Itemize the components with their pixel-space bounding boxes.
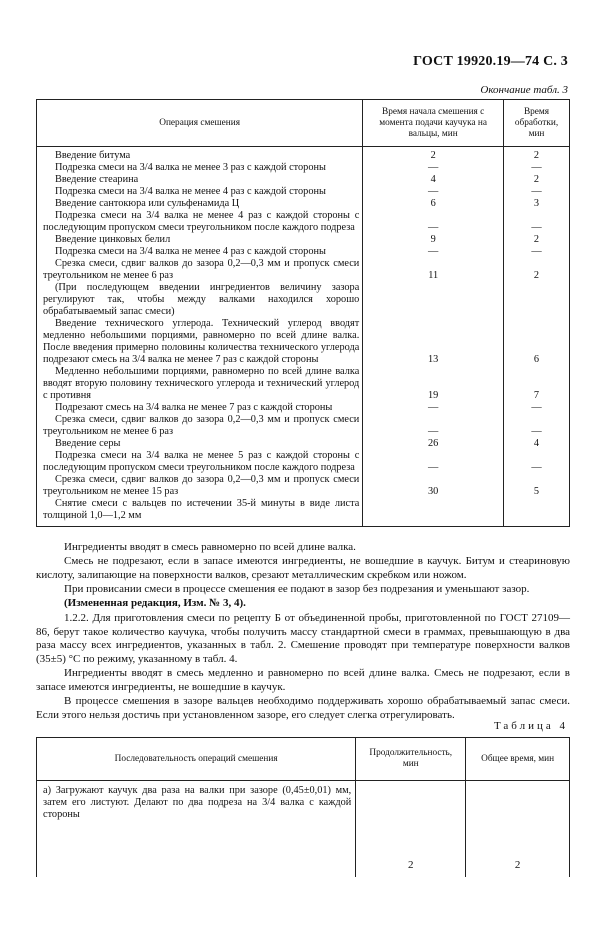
table-cell-duration: 2 <box>504 234 570 246</box>
paragraph: В процессе смешения в зазоре вальцев необходимо поддерживать хорошо обрабатываемый запас смеси. Если этого нельзя достичь при установленном зазоре, его следует слегка отрегулировать. <box>36 695 570 721</box>
table-cell-duration: — <box>504 414 570 438</box>
table-cell-duration: — <box>504 210 570 234</box>
paragraph: Ингредиенты вводят в смесь медленно и равномерно по всей длине валка. Смесь не подрезают, если в запасе имеются ингредиенты, не вошедшие в каучук. <box>36 667 570 693</box>
operation-text: Срезка смеси, сдвиг валков до зазора 0,2—0,3 мм и пропуск смеси треугольником не менее 15 раз <box>43 474 360 497</box>
column-header-duration: Продолжительность, мин <box>356 738 466 781</box>
operation-text: Введение битума <box>55 150 131 161</box>
table-cell-total: 2 <box>466 781 570 878</box>
table-row <box>37 498 570 527</box>
column-header-start-time: Время начала смешения с момента подачи каучука на вальцы, мин <box>363 100 504 147</box>
table-cell-duration: 2 <box>356 781 466 878</box>
table-3 <box>36 99 570 527</box>
table-cell-operation <box>37 474 363 498</box>
table-cell-start-time: 11 <box>363 258 504 282</box>
operation-text: Срезка смеси, сдвиг валков до зазора 0,2—0,3 мм и пропуск смеси треугольником не менее 6 раз <box>43 258 360 281</box>
table-cell-operation <box>37 282 363 318</box>
table-cell-operation <box>37 450 363 474</box>
table-row <box>37 234 570 246</box>
table-cell-duration: 4 <box>504 438 570 450</box>
table-cell-operation <box>37 162 363 174</box>
table-cell-duration <box>504 282 570 318</box>
paragraph: Ингредиенты вводят в смесь равномерно по всей длине валка. <box>64 541 356 553</box>
table-cell-duration: 2 <box>504 147 570 163</box>
operation-text: Срезка смеси, сдвиг валков до зазора 0,2—0,3 мм и пропуск смеси треугольником не менее 6 раз <box>43 414 360 437</box>
operation-text: Подрезка смеси на 3/4 валка не менее 5 раз с каждой стороны с последующим пропуском смеси треугольником после каждого подреза <box>43 450 360 473</box>
column-header-total-time: Общее время, мин <box>466 738 570 781</box>
table-cell-start-time: 26 <box>363 438 504 450</box>
paragraph: При провисании смеси в процессе смешения ее подают в зазор без подрезания и уменьшают зазор. <box>64 583 530 595</box>
table-cell-start-time: 30 <box>363 474 504 498</box>
table-row <box>37 174 570 186</box>
table-row <box>37 186 570 198</box>
column-header-operation: Операция смешения <box>37 100 363 147</box>
table-cell-start-time: 13 <box>363 318 504 366</box>
table-row <box>37 402 570 414</box>
operation-text: Подрезка смеси на 3/4 валка не менее 4 раз с каждой стороны <box>55 246 326 257</box>
table-4 <box>36 737 570 877</box>
table4-caption: Таблица 4 <box>493 720 568 732</box>
table-cell-start-time: 4 <box>363 174 504 186</box>
operation-text: Снятие смеси с вальцев по истечении 35-й минуты в виде листа толщиной 1,0—1,2 мм <box>43 498 360 521</box>
table-cell-start-time: 9 <box>363 234 504 246</box>
table-row <box>37 246 570 258</box>
table-cell-operation <box>37 414 363 438</box>
table-cell-duration <box>504 498 570 527</box>
table-cell-operation <box>37 438 363 450</box>
table-cell-start-time: 2 <box>363 147 504 163</box>
paragraph: Смесь не подрезают, если в запасе имеются ингредиенты, не вошедшие в каучук. Битум и стеариновую кислоту, залипающие на поверхности валков, срезают металлическим скребком или ножом. <box>36 555 570 581</box>
table-cell-operation <box>37 246 363 258</box>
operation-text: Введение сантокюра или сульфенамида Ц <box>55 198 240 209</box>
table-cell-start-time: — <box>363 186 504 198</box>
table-cell-start-time: — <box>363 210 504 234</box>
table-cell-start-time: 19 <box>363 366 504 402</box>
table-cell-operation <box>37 210 363 234</box>
table-cell-start-time <box>363 282 504 318</box>
column-header-duration: Время обработки, мин <box>504 100 570 147</box>
table-cell-start-time <box>363 498 504 527</box>
table-cell-operation <box>37 234 363 246</box>
operation-text: Медленно небольшими порциями, равномерно по всей длине валка вводят вторую половину технического углерода и технический углерод с противня <box>43 366 360 401</box>
table-cell-start-time: — <box>363 450 504 474</box>
table-cell-operation <box>37 366 363 402</box>
table-cell-duration: — <box>504 186 570 198</box>
table-cell-duration: 7 <box>504 366 570 402</box>
table-row <box>37 198 570 210</box>
table-cell-duration: 6 <box>504 318 570 366</box>
table-cell-duration: 2 <box>504 258 570 282</box>
table-cell-duration: 2 <box>504 174 570 186</box>
table-row <box>37 162 570 174</box>
operation-text: Введение цинковых белил <box>55 234 171 245</box>
table-cell-start-time: — <box>363 162 504 174</box>
table-cell-operation <box>37 402 363 414</box>
table-cell-operation <box>37 498 363 527</box>
table-cell-duration: — <box>504 450 570 474</box>
table-cell-operation <box>37 198 363 210</box>
table-row <box>37 258 570 282</box>
table-cell-start-time: 6 <box>363 198 504 210</box>
paragraph: 1.2.2. Для приготовления смеси по рецепту Б от объединенной пробы, приготовленной по ГОСТ 27109—86, берут такое количество каучука, чтобы получить массу стандартной смеси в граммах, превышающую в два раза массу всех ингредиентов, указанных в табл. 2. Смешение проводят при температуре поверхности валков (35±5) °С по режиму, указанному в табл. 4. <box>36 612 570 665</box>
table-row <box>37 282 570 318</box>
table-cell-start-time: — <box>363 402 504 414</box>
table-cell-operation <box>37 147 363 163</box>
table-cell-start-time: — <box>363 246 504 258</box>
table-row <box>37 414 570 438</box>
table-cell-operation <box>37 318 363 366</box>
table-row <box>37 438 570 450</box>
table-cell-start-time: — <box>363 414 504 438</box>
table-row <box>37 450 570 474</box>
table-cell-duration: — <box>504 162 570 174</box>
operation-text: Подрезка смеси на 3/4 валка не менее 3 раз с каждой стороны <box>55 162 326 173</box>
operation-text: (При последующем введении ингредиентов величину зазора регулируют так, чтобы между валками находился хорошо обрабатываемый запас смеси) <box>43 282 360 317</box>
table-row <box>37 318 570 366</box>
operation-text: Подрезка смеси на 3/4 валка не менее 4 раз с каждой стороны <box>55 186 326 197</box>
page-header: ГОСТ 19920.19—74 С. 3 <box>413 54 568 69</box>
operation-text: Введение стеарина <box>55 174 139 185</box>
table-cell-operation <box>37 186 363 198</box>
table-row <box>37 366 570 402</box>
column-header-sequence: Последовательность операций смешения <box>37 738 356 781</box>
table-row <box>37 210 570 234</box>
operation-text: Подрезают смесь на 3/4 валка не менее 7 раз с каждой стороны <box>55 402 333 413</box>
table-cell-operation <box>37 174 363 186</box>
operation-text: Введение серы <box>55 438 121 449</box>
table-cell-duration: 3 <box>504 198 570 210</box>
table-cell-duration: — <box>504 246 570 258</box>
amendment-note: (Измененная редакция, Изм. № 3, 4). <box>64 597 246 609</box>
table-cell-operation: а) Загружают каучук два раза на валки при зазоре (0,45±0,01) мм, затем его листуют. Делают по два подреза на 3/4 валка с каждой стороны <box>37 781 356 878</box>
table-row <box>37 147 570 163</box>
table-cell-duration: 5 <box>504 474 570 498</box>
table3-caption: Окончание табл. 3 <box>480 84 568 96</box>
operation-text: Подрезка смеси на 3/4 валка не менее 4 раз с каждой стороны с последующим пропуском смеси треугольником после каждого подреза <box>43 210 360 233</box>
table-row <box>37 474 570 498</box>
table-cell-duration: — <box>504 402 570 414</box>
operation-text: Введение технического углерода. Технический углерод вводят медленно небольшими порциями, равномерно по всей длине валка. После введения примерно половины количества технического углерода подрезают смесь на 3/4 валка не менее 7 раз с каждой стороны <box>43 318 360 365</box>
table-cell-operation <box>37 258 363 282</box>
